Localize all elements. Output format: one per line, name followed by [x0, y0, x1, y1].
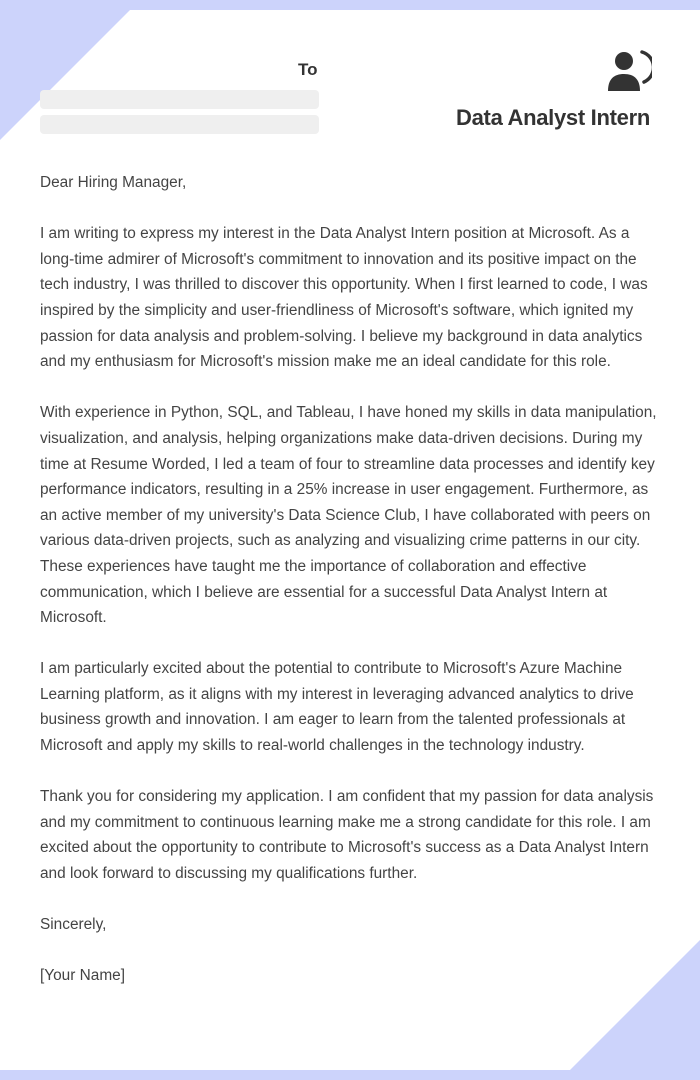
person-icon [604, 48, 652, 92]
paragraph: I am writing to express my interest in the Data Analyst Intern position at Microsoft. As a long-time admirer of Microsoft's commitment to innovation and its positive impact on the tech industry, I was thrilled to discover this opportunity. When I first learned to code, I was inspired by the simplicity and user-friendliness of Microsoft's software, which ignited my passion for data analysis and problem-solving. I believe my background in data analytics and my enthusiasm for Microsoft's mission make me an ideal candidate for this role. [40, 225, 648, 371]
cover-letter-page [0, 10, 700, 1070]
salutation: Dear Hiring Manager, [40, 174, 187, 191]
job-title: Data Analyst Intern [456, 105, 650, 130]
recipient-placeholder-line-1 [40, 90, 319, 109]
recipient-placeholder-line-2 [40, 115, 319, 134]
closing: Sincerely, [40, 916, 107, 934]
paragraph: With experience in Python, SQL, and Tableau, I have honed my skills in data manipulation, visualization, and analysis, helping organizations make data-driven decisions. During my time at Resume Worded, I led a team of four to streamline data processes and identify key performance indicators, resulting in a 25% increase in user engagement. Furthermore, as an active member of my university's Data Science Club, I have collaborated with peers on various data-driven projects, such as analyzing and visualizing crime patterns in our city. These experiences have taught me the importance of collaboration and effective communication, which I believe are essential for a successful Data Analyst Intern at Microsoft. [40, 404, 657, 627]
letter-body [40, 170, 662, 989]
paragraph: Thank you for considering my application. I am confident that my passion for data analysis and my commitment to continuous learning make me a strong candidate for this role. I am excited about the opportunity to contribute to Microsoft's success as a Data Analyst Intern and look forward to discussing my qualifications further. [40, 788, 654, 883]
paragraph: I am particularly excited about the potential to contribute to Microsoft's Azure Machine Learning platform, as it aligns with my interest in leveraging advanced analytics to drive business growth and innovation. I am eager to learn from the talented professionals at Microsoft and apply my skills to real-world challenges in the technology industry. [40, 660, 634, 755]
recipient-label: To [298, 60, 318, 79]
signature: [Your Name] [40, 967, 125, 985]
